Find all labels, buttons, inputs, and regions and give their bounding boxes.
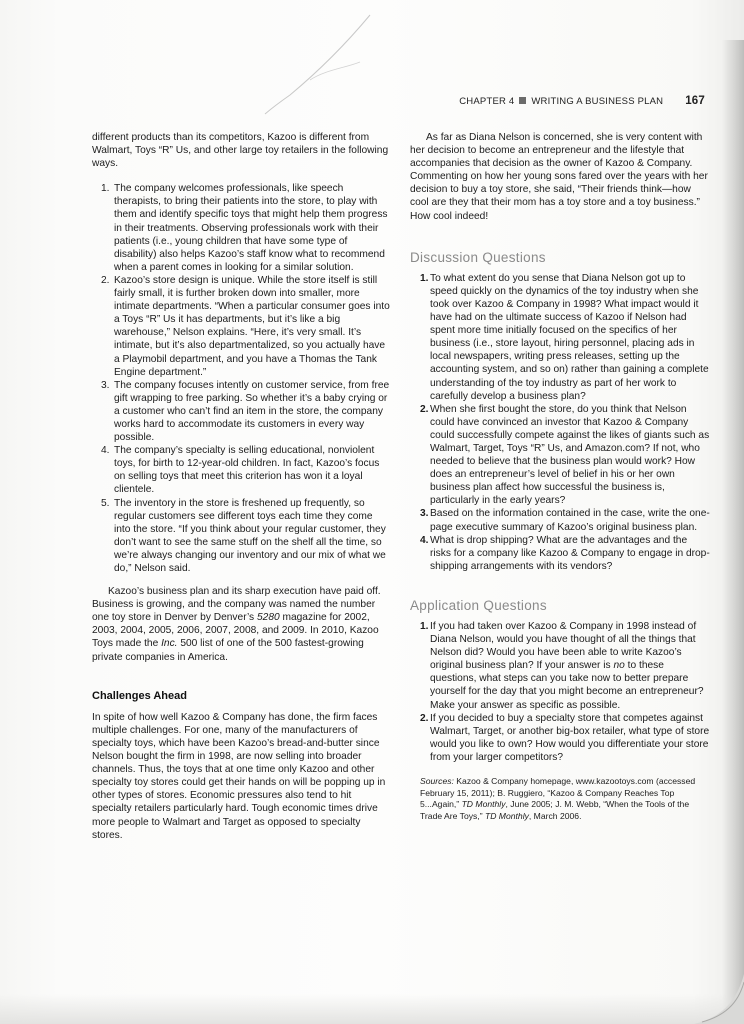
- item-number: 2.: [101, 274, 110, 286]
- item-number: 2.: [420, 712, 429, 724]
- list-item: [410, 272, 710, 403]
- item-text: If you had taken over Kazoo & Company in 1998 instead of Diana Nelson, would you have thought of all the things that Nelson did? Would you have been able to write Kazoo’s original business plan? If your answer is: [430, 621, 697, 672]
- item-number: 1.: [420, 621, 429, 632]
- challenges-paragraph: In spite of how well Kazoo & Company has done, the firm faces multiple challenges. For one, many of the manufacturers of specialty toys, which have been Kazoo’s bread-and-butter since Nelson bought the firm in 1998, are now selling into broader channels. Thus, the toys that at one time only Kazoo and other specialty toy stores could get their hands on will be popping up in other types of stores. Economic pressures also tend to hit specialty retailers particularly hard. Tough economic times drive more people to Walmart and Target as opposed to specialty stores.: [92, 711, 386, 841]
- sources-note: [410, 776, 710, 822]
- item-text: The company focuses intently on customer service, from free gift wrapping to free parking. So whether it’s a baby crying or a customer who can’t find an item in the store, the company works hard to accommodate its customers in every way possible.: [114, 379, 390, 444]
- item-number: 4.: [101, 445, 110, 457]
- list-item: [92, 182, 390, 274]
- item-number: 4.: [420, 534, 429, 546]
- magazine-title: Inc.: [161, 638, 178, 650]
- item-text: The company’s specialty is selling educational, nonviolent toys, for birth to 12-year-old children. In fact, Kazoo’s focus on selling toys that meet this criterion has won it a loyal clientele.: [114, 445, 380, 496]
- item-number: 5.: [101, 497, 110, 509]
- left-column: [92, 131, 390, 842]
- closing-paragraph: As far as Diana Nelson is concerned, she is very content with her decision to become an entrepreneur and the lifestyle that accompanies that decision as the owner of Kazoo & Company. Commenting on how her young sons fared over the years with her decision to buy a toy store, she said, “Their friends think—how cool are they that their mom has a toy store and a toy business.” How cool indeed!: [410, 132, 708, 222]
- list-item: [410, 534, 710, 573]
- list-item: [92, 497, 390, 576]
- item-text: When she first bought the store, do you think that Nelson could have convinced an investor that Kazoo & Company could successfully compete against the likes of giants such as Walmart, Target, Toys “R” Us, and Amazon.com? If not, who needed to believe that the business plan would work? How does an entrepreneur’s level of belief in his or her own business plan affect how successful the business is, particularly in the early years?: [430, 403, 710, 507]
- item-number: 1.: [101, 183, 110, 195]
- list-item: [410, 403, 710, 508]
- list-item: [410, 507, 710, 533]
- page-edge-shadow: [722, 40, 744, 1024]
- differences-list: [92, 182, 390, 575]
- challenges-heading: Challenges Ahead: [92, 689, 187, 702]
- item-text: To what extent do you sense that Diana Nelson got up to speed quickly on the dynamics of the toy industry when she took over Kazoo & Company in 1998? What impact would it have had on the ultimate success of Kazoo if Nelson had spent more time initially focused on the specifics of her business (i.e., store layout, hiring personnel, placing ads in local newspapers, writing press releases, setting up the accounting system, and so on) rather than gaining a complete understanding of the toy industry as part of her work to carefully develop a business plan?: [430, 272, 709, 402]
- section-label: WRITING A BUSINESS PLAN: [531, 96, 664, 107]
- text-run: magazine for 2002, 2003, 2004, 2005, 2006, 2007, 2008, and 2009. In 2010, Kazoo Toys made the: [92, 612, 379, 650]
- item-text: Kazoo’s store design is unique. While the store itself is still fairly small, it is further broken down into smaller, more intimate departments. “When a particular consumer goes into a Toys “R” Us it has departments, but it’s like a big warehouse,” Nelson explains. “Here, it’s very small. It’s intimate, but it’s also departmentalized, so you actually have a Playmobil department, and you have a Thomas the Tank Engine department.”: [114, 274, 390, 378]
- item-number: 2.: [420, 403, 429, 415]
- item-number: 3.: [420, 508, 429, 520]
- item-number: 3.: [101, 379, 110, 391]
- application-heading: Application Questions: [410, 597, 547, 613]
- item-text: The company welcomes professionals, like speech therapists, to bring their patients into the store, to play with them and identify specific toys that might help them progress in their treatments. Observing professionals work with their patients (i.e., young children that have some type of disability) also helps Kazoo’s staff know what to recommend when a parent comes in looking for a similar solution.: [114, 183, 388, 273]
- item-text: If you decided to buy a specialty store that competes against Walmart, Target, or another big-box retailer, what type of store would you like to own? How would you differentiate your store from your larger competitors?: [430, 712, 710, 763]
- list-item: [92, 379, 390, 444]
- pencil-scribble: [250, 10, 390, 120]
- application-list: [410, 620, 710, 764]
- page-number: 167: [685, 95, 705, 107]
- square-bullet-icon: [519, 97, 526, 104]
- list-item: [92, 274, 390, 379]
- publication-title: TD Monthly: [461, 799, 506, 810]
- text-run: , June 2005; J. M. Webb, “When the Tools of the Trade Are Toys,”: [420, 799, 690, 821]
- list-item: [92, 444, 390, 496]
- item-text: What is drop shipping? What are the advantages and the risks for a company like Kazoo & Company to engage in drop-shipping arrangements with its vendors?: [430, 534, 710, 572]
- right-column: [410, 131, 710, 822]
- publication-title: TD Monthly: [484, 810, 529, 821]
- item-number: 1.: [420, 272, 429, 284]
- text-run: Kazoo & Company homepage, www.kazootoys.com (accessed February 15, 2011); B. Ruggiero, “Kazoo & Company Reaches Top 5...Again,”: [420, 776, 696, 810]
- list-item: [410, 712, 710, 764]
- magazine-title: 5280: [256, 612, 280, 624]
- emphasis-text: no: [613, 660, 625, 672]
- item-text: to these questions, what steps can you take now to better prepare yourself for the day that you might become an entrepreneur? Make your answer as specific as possible.: [430, 660, 704, 711]
- page-corner-curl: [684, 974, 744, 1024]
- running-header: [440, 95, 705, 107]
- chapter-label: CHAPTER 4: [459, 96, 515, 107]
- item-text: Based on the information contained in the case, write the one-page executive summary of Kazoo’s original business plan.: [430, 508, 710, 533]
- sources-label: Sources:: [420, 776, 454, 787]
- intro-paragraph: different products than its competitors, Kazoo is different from Walmart, Toys “R” Us, and other large toy retailers in the following ways.: [92, 132, 389, 170]
- item-text: The inventory in the store is freshened up frequently, so regular customers see different toys each time they come into the store. “If you think about your regular customer, they don’t want to see the same stuff on the shelf all the time, so we’re always changing our inventory and our mix of what we do,” Nelson said.: [114, 497, 386, 574]
- text-run: Kazoo’s business plan and its sharp execution have paid off. Business is growing, and the company was named the number one toy store in Denver by Denver’s: [92, 586, 381, 624]
- success-paragraph: [92, 585, 390, 664]
- list-item: [410, 620, 710, 712]
- discussion-heading: Discussion Questions: [410, 249, 546, 265]
- text-run: 500 list of one of the 500 fastest-growing private companies in America.: [92, 638, 364, 663]
- text-run: , March 2006.: [528, 810, 582, 821]
- page-bottom-shadow: [0, 994, 744, 1024]
- discussion-list: [410, 272, 710, 573]
